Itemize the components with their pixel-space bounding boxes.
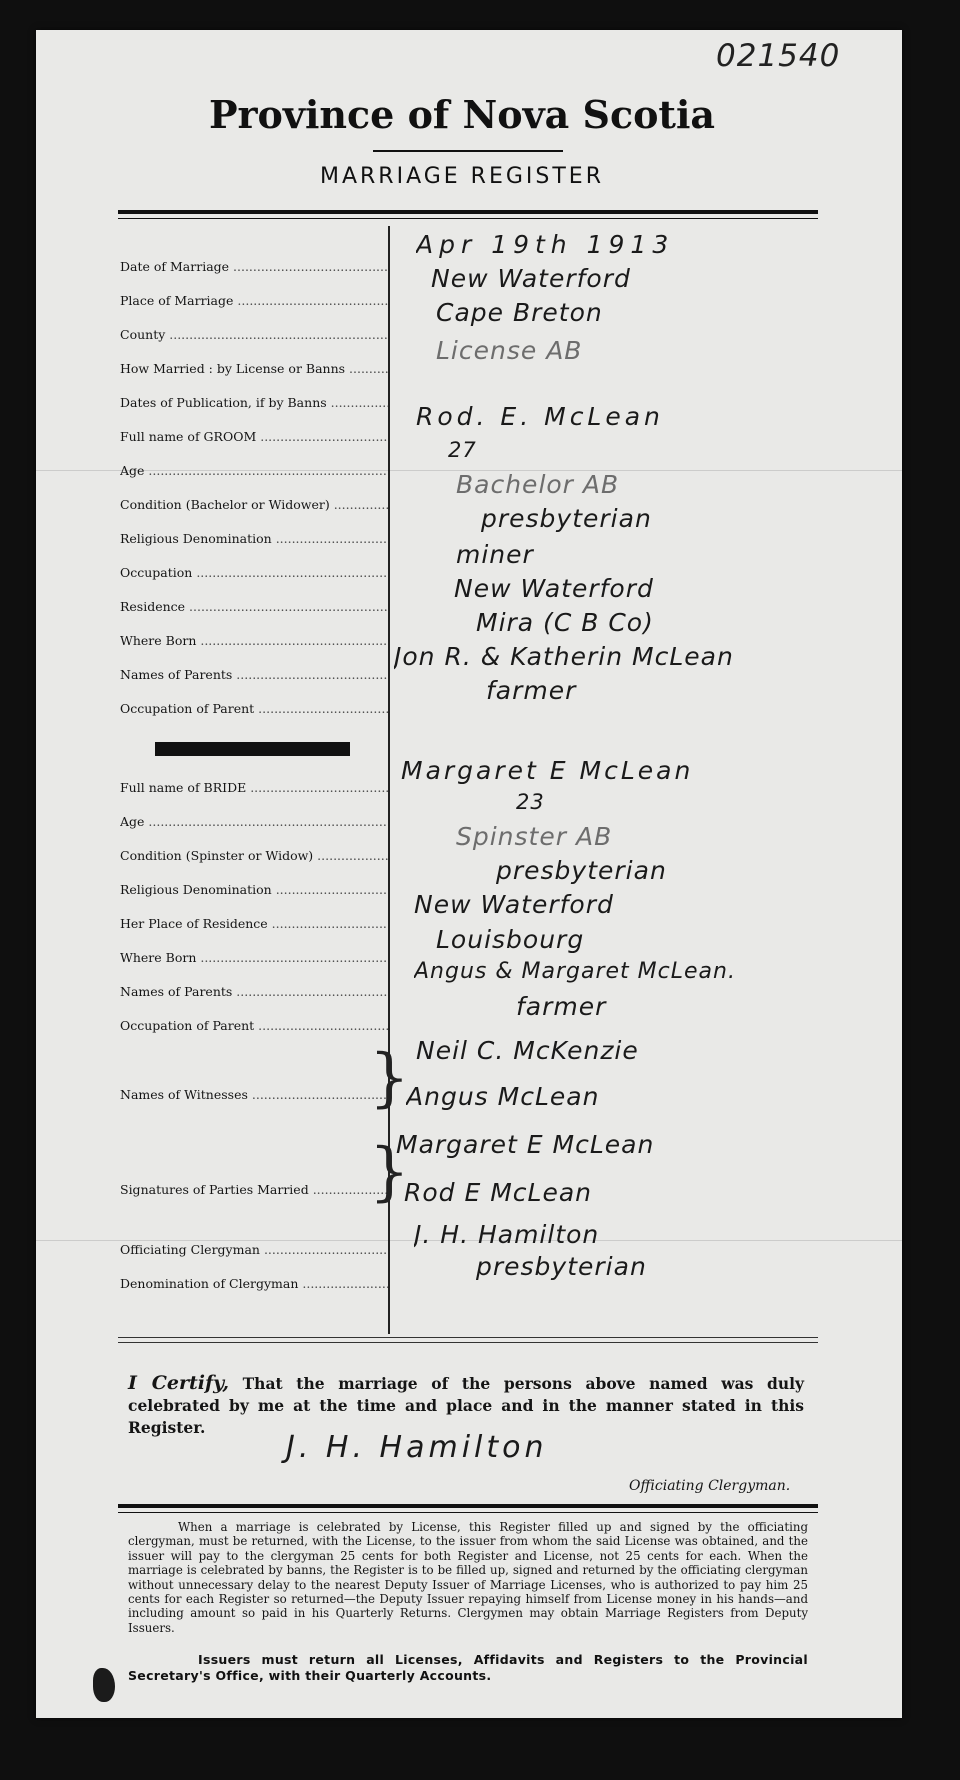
section-rule xyxy=(118,1337,818,1338)
footer-rule xyxy=(118,1504,818,1508)
label-bride-condition: Condition (Spinster or Widow) ..... xyxy=(120,848,388,863)
certification-statement xyxy=(128,1372,804,1439)
value-bride-age: 23 xyxy=(516,790,545,814)
label-groom-name: Full name of GROOM ..... xyxy=(120,429,388,444)
document-number: 021540 xyxy=(716,38,841,74)
parties-brace: } xyxy=(369,1135,410,1209)
clergy-signature: J. H. Hamilton xyxy=(286,1430,548,1465)
value-groom-residence: New Waterford xyxy=(454,574,654,603)
label-clergy-denomination: Denomination of Clergyman ..... xyxy=(120,1276,388,1291)
value-bride-parents: Angus & Margaret McLean. xyxy=(414,959,736,984)
value-bride-name: Margaret E McLean xyxy=(401,756,694,785)
instructions-notice: When a marriage is celebrated by License, this Register filled up and signed by the officiating clergyman, must be returned, with the License, to the issuer from whom the said License was obtained, and the issuer will pay to the clergyman 25 cents for both Register and License, not 25 cents for each. When the marriage is celebrated by banns, the Register is to be filled up, signed and returned by the officiating clergyman without unnecessary delay to the nearest Deputy Issuer of Marriage Licenses, who is authorized to pay him 25 cents for each Register so returned—the Deputy Issuer repaying himself from License money in his hands—and including amount so paid in his Quarterly Returns. Clergymen may obtain Marriage Registers from Deputy Issuers. xyxy=(128,1520,808,1635)
signature-bride: Margaret E McLean xyxy=(396,1130,655,1159)
value-groom-where-born: Mira (C B Co) xyxy=(476,608,654,637)
label-groom-where-born: Where Born ..... xyxy=(120,633,388,648)
value-bride-parent-occupation: farmer xyxy=(516,992,607,1021)
value-groom-occupation: miner xyxy=(456,540,534,569)
value-groom-parents: Jon R. & Katherin McLean xyxy=(394,642,734,671)
value-groom-religion: presbyterian xyxy=(481,504,652,533)
value-bride-religion: presbyterian xyxy=(496,856,667,885)
certify-lead: I Certify, xyxy=(128,1372,229,1394)
label-bride-age: Age ..... xyxy=(120,814,388,829)
value-bride-where-born: Louisbourg xyxy=(436,925,585,954)
value-how-married: License AB xyxy=(436,336,583,365)
header-rule xyxy=(118,210,818,214)
label-dates-of-publication: Dates of Publication, if by Banns ..... xyxy=(120,395,388,410)
label-bride-parent-occupation: Occupation of Parent ..... xyxy=(120,1018,388,1033)
header-rule-thin xyxy=(118,218,818,219)
value-groom-condition: Bachelor AB xyxy=(456,470,620,499)
ink-blot xyxy=(93,1668,115,1702)
label-bride-parents: Names of Parents ..... xyxy=(120,984,388,999)
title-underline xyxy=(373,150,563,152)
label-groom-residence: Residence ..... xyxy=(120,599,388,614)
certify-text: That the marriage of the persons above named was duly celebrated by me at the time and place and in the manner stated in this Register. xyxy=(128,1374,804,1437)
signature-groom: Rod E McLean xyxy=(404,1178,593,1207)
value-witness-2: Angus McLean xyxy=(406,1082,600,1111)
section-rule-2 xyxy=(118,1342,818,1343)
footer-rule-thin xyxy=(118,1512,818,1513)
label-groom-parent-occupation: Occupation of Parent ..... xyxy=(120,701,388,716)
value-groom-name: Rod. E. McLean xyxy=(416,402,664,431)
value-county: Cape Breton xyxy=(436,298,603,327)
label-how-married: How Married : by License or Banns ..... xyxy=(120,361,388,376)
value-officiating-clergyman: J. H. Hamilton xyxy=(414,1220,600,1249)
label-groom-religion: Religious Denomination ..... xyxy=(120,531,388,546)
witnesses-brace: } xyxy=(369,1041,410,1115)
clergy-signature-caption: Officiating Clergyman. xyxy=(629,1478,791,1494)
value-place-of-marriage: New Waterford xyxy=(431,264,631,293)
page-subtitle: MARRIAGE REGISTER xyxy=(319,164,604,189)
label-place-of-marriage: Place of Marriage ..... xyxy=(120,293,388,308)
label-bride-name: Full name of BRIDE ..... xyxy=(120,780,388,795)
label-bride-where-born: Where Born ..... xyxy=(120,950,388,965)
value-bride-condition: Spinster AB xyxy=(456,822,613,851)
label-parties-married: Signatures of Parties Married ..... xyxy=(120,1182,388,1197)
bride-section-bar xyxy=(155,742,350,756)
label-groom-parents: Names of Parents ..... xyxy=(120,667,388,682)
label-witnesses: Names of Witnesses ..... xyxy=(120,1087,388,1102)
label-county: County ..... xyxy=(120,327,388,342)
value-groom-age: 27 xyxy=(448,438,477,462)
value-groom-parent-occupation: farmer xyxy=(486,676,577,705)
label-officiating-clergyman: Officiating Clergyman ..... xyxy=(120,1242,388,1257)
label-bride-residence: Her Place of Residence ..... xyxy=(120,916,388,931)
label-groom-occupation: Occupation ..... xyxy=(120,565,388,580)
value-bride-residence: New Waterford xyxy=(414,890,614,919)
label-bride-religion: Religious Denomination ..... xyxy=(120,882,388,897)
marriage-register-document xyxy=(36,30,902,1718)
label-groom-age: Age ..... xyxy=(120,463,388,478)
label-groom-condition: Condition (Bachelor or Widower) ..... xyxy=(120,497,388,512)
value-clergy-denomination: presbyterian xyxy=(476,1252,647,1281)
label-date-of-marriage: Date of Marriage ..... xyxy=(120,259,388,274)
page-title: Province of Nova Scotia xyxy=(208,92,716,137)
issuers-notice: Issuers must return all Licenses, Affidavits and Registers to the Provincial Secretary's Office, with their Quarterly Accounts. xyxy=(128,1652,808,1683)
value-date-of-marriage: Apr 19th 1913 xyxy=(416,230,675,259)
value-witness-1: Neil C. McKenzie xyxy=(416,1036,639,1065)
